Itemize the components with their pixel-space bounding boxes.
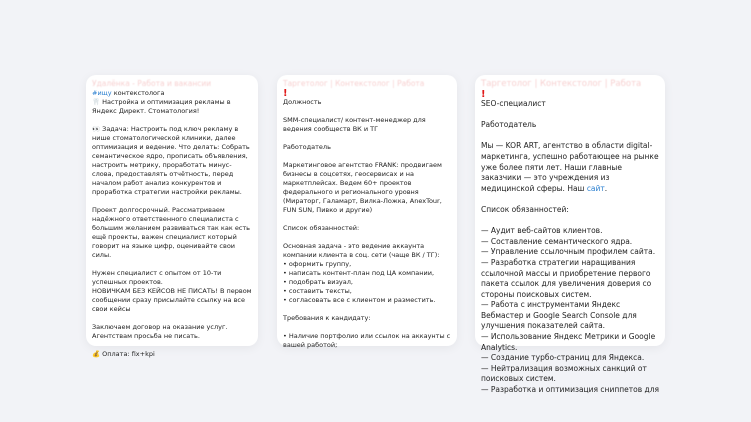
post-text — [92, 89, 252, 359]
site-link[interactable]: сайт — [586, 183, 605, 193]
post-body: Должность SMM-специалист/ контент-менеджер для ведения сообществ ВК и ТГ Работодатель Маркетинговое агентство FRANK: продвигаем бизнесы в соцсетях, геосервисах и на маркетплейсах. Ведем 60+ проектов федерального и регионального уровня (Мираторг, Галамарт, Вилка-Ложка, AnexTour, FUN SUN, Пивко и другие) Список обязанностей: Основная задача - это ведение аккаунта компании клиента в соц. сети (чаще ВК / ТГ): • оформить группу, • написать контент-план под ЦА компании, • подобрать визуал, • составить тексты, • согласовать все с клиентом и разместить. Требования к кандидату: • Наличие портфолио или ссылок на аккаунты с вашей работой; — [283, 98, 451, 349]
exclamation-icon: ! — [283, 88, 288, 99]
channel-name: Таргетолог | Контекстолог | Работа — [283, 79, 425, 88]
post-card-contextologist — [86, 75, 258, 358]
post-body-part2: . Список обязанностей: — Аудит веб-сайтов клиентов. — Составление семантического ядра. — Управление ссылочным профилем сайта. — Разработка стратегии наращивания ссылочной массы и приобретение первого пакета ссылок для увеличения доверия со стороны поисковых систем. — Работа с инструментами Яндекс Вебмастер и Google Search Console для улучшения показателей сайта. — Использование Яндекс Метрики и Google Analytics. — Создание турбо-страниц для Яндекса. — Нейтрализация возможных санкций от поисковых систем. — Разработка и оптимизация сниппетов для — [481, 183, 660, 395]
post-card-smm — [277, 75, 457, 349]
exclamation-icon: ! — [481, 89, 486, 100]
channel-name: Таргетолог | Контекстолог | Работа — [481, 79, 642, 89]
hashtag-link[interactable]: #ищу — [92, 89, 112, 97]
post-first-line: контекстолога — [111, 89, 165, 97]
post-text — [481, 99, 659, 396]
channel-name: Удалёнка - Работа и вакансии — [92, 79, 212, 88]
post-card-seo — [475, 75, 665, 395]
post-body: 🦷 Настройка и оптимизация рекламы в Яндекс Директ. Стоматология! 👀 Задача: Настроить под ключ рекламу в нише стоматологической клиники, далее оптимизация и ведение. Что делать: Собрать семантическое ядро, прописать объявления, настроить метрику, проработать минус-слова, предоставлять отчётность, перед началом работ анализ конкурентов и проработка стратегии настройки рекламы. Проект долгосрочный. Рассматриваем надёжного ответственного специалиста с большим желанием развиваться так как есть ещё проекты, важен специалист который говорит на языке цифр, оценивайте свои силы. Нужен специалист с опытом от 10-ти успешных проектов. НОВИЧКАМ БЕЗ КЕЙСОВ НЕ ПИСАТЬ! В первом сообщении сразу присылайте ссылку на все свои кейсы Заключаем договор на оказание услуг. Агентствам просьба не писать. 💰 Оплата: fix+kpi — [92, 98, 252, 358]
post-body-part1: SEO-специалист Работодатель Мы — KOR ART, агентство в области digital-маркетинга, успешно работающее на рынке уже более пяти лет. Наши главные заказчики — это учреждения из медицинской сферы. Наш — [481, 99, 659, 193]
